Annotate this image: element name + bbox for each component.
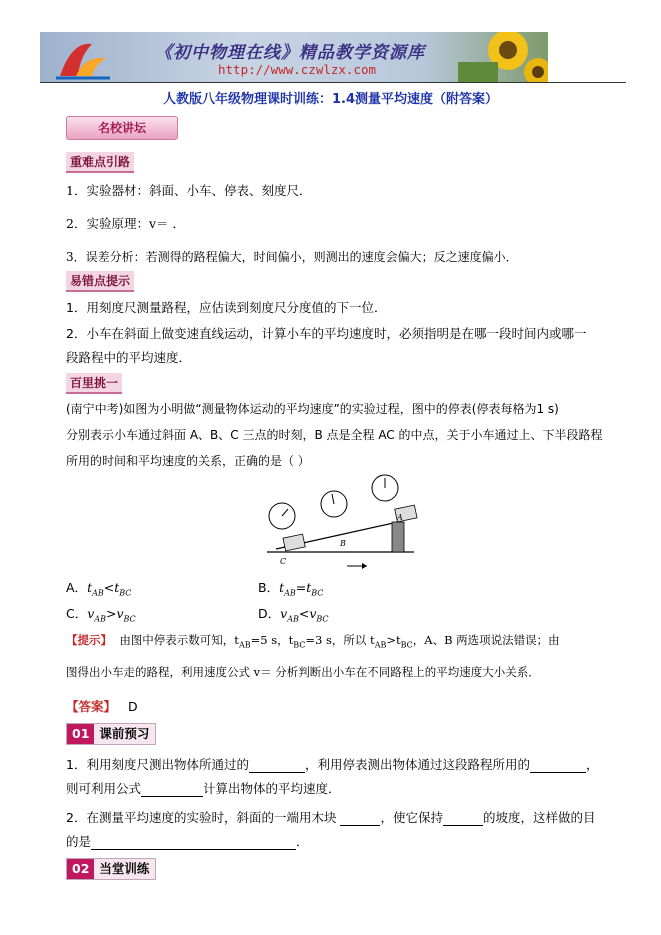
- option-c[interactable]: C．$v_{AB}>v_{BC}$: [66, 606, 136, 624]
- point-c-label: C: [280, 557, 287, 566]
- header-rule: [40, 82, 626, 83]
- page-title: 人教版八年级物理课时训练：1.4测量平均速度（附答案）: [162, 92, 499, 107]
- hint-line-2: 图得出小车走的路程，利用速度公式 v＝ 分析判断出小车在不同路程上的平均速度大小关系．: [66, 665, 540, 679]
- incline-figure: [262, 474, 422, 574]
- point-b-label: B: [340, 539, 346, 548]
- preview-q1-line2: 则可利用公式 计算出物体的平均速度．: [66, 781, 341, 796]
- key-point-3: 3．误差分析：若测得的路程偏大，时间偏小，则测出的速度会偏大；反之速度偏小．: [66, 250, 518, 264]
- blank-2[interactable]: [530, 772, 586, 773]
- blank-4[interactable]: [340, 825, 380, 826]
- example-line-1: (南宁中考)如图为小明做“测量物体运动的平均速度”的实验过程，图中的停表(停表每格为1 s): [66, 402, 559, 416]
- point-a-label: A: [397, 513, 403, 522]
- error-point-2-cont: 段路程中的平均速度．: [66, 350, 192, 365]
- preview-q2-line1: 2．在测量平均速度的实验时，斜面的一端用木块 ，使它保持 的坡度，这样做的目: [66, 810, 596, 825]
- sunflower-image: [438, 32, 548, 82]
- preview-q1-line1: 1．利用刻度尺测出物体所通过的 ，利用停表测出物体通过这段路程所用的 ，: [66, 757, 599, 772]
- section-header: 名校讲坛: [66, 116, 178, 140]
- option-d[interactable]: D．$v_{AB}<v_{BC}$: [258, 606, 329, 624]
- banner-url[interactable]: http://www.czwlzx.com: [218, 62, 377, 77]
- option-b[interactable]: B．$t_{AB}=t_{BC}$: [258, 580, 324, 598]
- key-points-label: 重难点引路: [66, 152, 134, 173]
- example-label: 百里挑一: [66, 373, 122, 394]
- blank-1[interactable]: [249, 772, 305, 773]
- example-line-2: 分别表示小车通过斜面 A、B、C 三点的时刻，B 点是全程 AC 的中点，关于小车通过上、下半段路程: [66, 428, 603, 442]
- answer: 【答案】 D: [66, 699, 138, 714]
- key-point-1: 1．实验器材：斜面、小车、停表、刻度尺．: [66, 183, 312, 198]
- error-point-2: 2．小车在斜面上做变速直线运动，计算小车的平均速度时，必须指明是在哪一段时间内或哪一: [66, 326, 587, 341]
- blank-5[interactable]: [443, 825, 483, 826]
- preview-q2-line2: 的是 ．: [66, 834, 309, 849]
- banner-title: 《初中物理在线》精品教学资源库: [155, 43, 425, 63]
- preview-header: 01 课前预习: [66, 723, 156, 745]
- practice-header: 02 当堂训练: [66, 858, 156, 880]
- error-points-label: 易错点提示: [66, 271, 134, 292]
- hint-line-1: 【提示】 由图中停表示数可知，$t_{AB}=5$ s，$t_{BC}=3$ s，所以 $t_{AB}>t_{BC}$，A、B 两选项说法错误；由: [66, 633, 560, 650]
- example-line-3: 所用的时间和平均速度的关系，正确的是（ ）: [66, 454, 310, 468]
- option-a[interactable]: A．$t_{AB}<t_{BC}$: [66, 580, 132, 598]
- key-point-2: 2．实验原理：v＝ ．: [66, 216, 185, 231]
- blank-3[interactable]: [141, 796, 203, 797]
- blank-6[interactable]: [91, 849, 296, 850]
- logo-icon: [52, 36, 114, 80]
- error-point-1: 1．用刻度尺测量路程，应估读到刻度尺分度值的下一位．: [66, 300, 387, 315]
